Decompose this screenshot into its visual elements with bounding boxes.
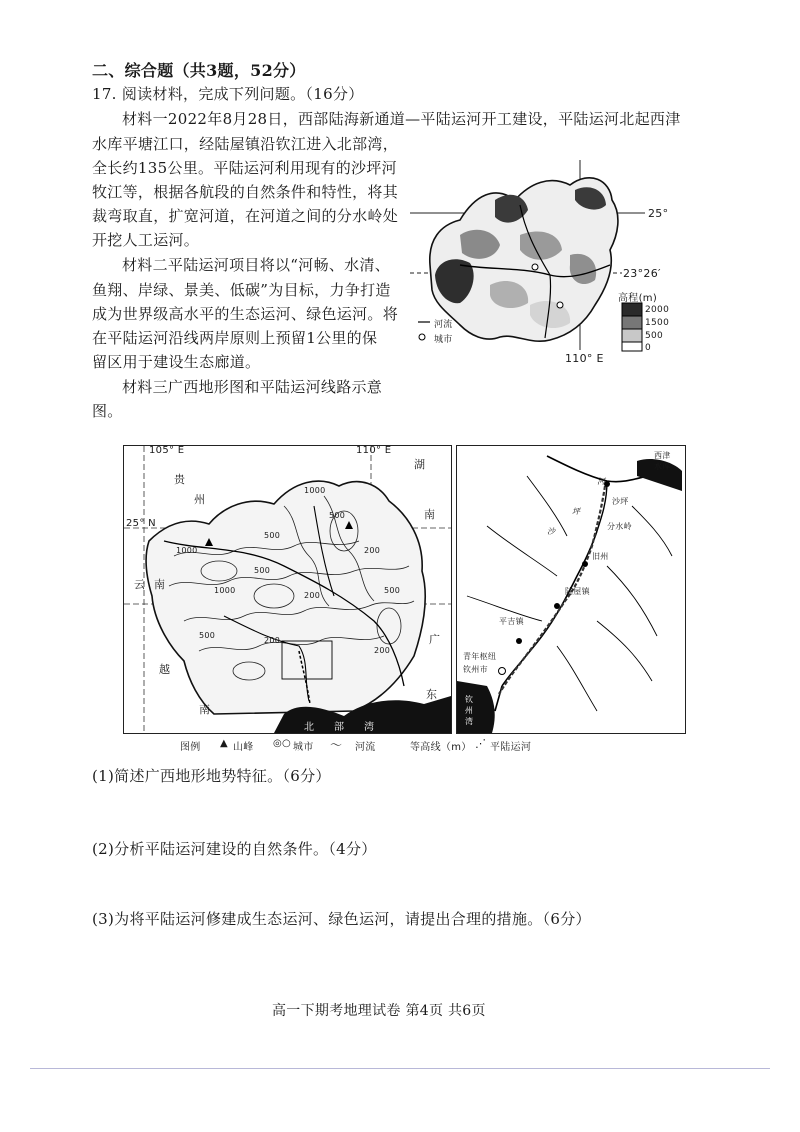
gulf-bu: 部 xyxy=(334,722,345,733)
lon-105-label: 105° E xyxy=(149,445,185,456)
lon-110-label: 110° E xyxy=(356,445,392,456)
region-zhou: 州 xyxy=(194,493,206,506)
contour-label: 500 xyxy=(264,531,281,540)
small-lon-110: 110° E xyxy=(565,352,604,365)
label-shaping-town: 沙坪 xyxy=(612,497,629,506)
city-qinzhou xyxy=(499,668,506,675)
section-heading: 二、综合题（共3题，52分） xyxy=(92,61,306,80)
legend-box-500 xyxy=(622,329,642,342)
contour-label: 500 xyxy=(384,586,401,595)
city-luwu xyxy=(554,603,560,609)
region-nan2: 南 xyxy=(154,578,166,591)
sub-question-1: (1)简述广西地形地势特征。（6分） xyxy=(92,767,331,785)
label-qinzhou-city: 钦州市 xyxy=(463,665,488,674)
legend-peak: 山峰 xyxy=(233,742,254,753)
label-river-sha: 沙 xyxy=(547,527,556,536)
pinglu-canal-route-map xyxy=(456,445,686,734)
city-jiuzhou xyxy=(582,561,588,567)
contour-label: 1000 xyxy=(304,486,326,495)
scan-edge-line xyxy=(30,1068,770,1069)
material1-line-2: 水库平塘江口，经陆屋镇沿钦江进入北部湾， xyxy=(92,135,399,153)
elev-legend-title: 高程(m) xyxy=(618,293,658,304)
material2-line-2: 鱼翔、岸绿、景美、低碳”为目标，力争打造 xyxy=(92,281,391,299)
label-bay-wan: 湾 xyxy=(465,717,474,726)
legend-river-label: 河流 xyxy=(434,320,453,330)
guangxi-topo-svg xyxy=(124,446,451,733)
material1-line-3: 全长约135公里。平陆运河利用现有的沙坪河 xyxy=(92,159,397,177)
contour-label: 500 xyxy=(329,511,346,520)
question-title: 17. 阅读材料，完成下列问题。（16分） xyxy=(92,85,364,103)
label-luwu: 陆屋镇 xyxy=(565,587,590,596)
river-qinjiang xyxy=(502,531,597,686)
elev-500: 500 xyxy=(645,331,664,341)
tributary xyxy=(632,506,672,556)
legend-canal-icon: ⋰ xyxy=(475,737,487,750)
region-guang: 广 xyxy=(429,633,441,646)
legend-city-dot xyxy=(419,334,425,340)
tributary xyxy=(557,646,597,711)
material1-line-6: 开挖人工运河。 xyxy=(92,231,200,249)
region-nan3: 南 xyxy=(199,703,211,716)
material3-line-2: 图。 xyxy=(92,402,123,420)
elev-1500: 1500 xyxy=(645,318,670,328)
contour-label: 200 xyxy=(364,546,381,555)
material1-line-4: 牧江等，根据各航段的自然条件和特性，将其 xyxy=(92,183,399,201)
contour-label: 500 xyxy=(254,566,271,575)
tributary xyxy=(607,566,657,636)
lat-25-label: 25° N xyxy=(126,518,156,529)
guangxi-topo-map xyxy=(123,445,452,734)
material2-line-3: 成为世界级高水平的生态运河、绿色运河。将 xyxy=(92,305,399,323)
legend-river-icon: 〜 xyxy=(330,738,343,752)
label-watershed: 分水岭 xyxy=(607,522,632,531)
region-dong: 东 xyxy=(426,688,438,701)
legend-city-label: 城市 xyxy=(434,335,453,345)
label-xijin: 西津 xyxy=(654,451,671,460)
map-legend xyxy=(125,736,685,752)
label-bay-qin: 钦 xyxy=(465,695,474,704)
label-river-ping: 坪 xyxy=(572,507,581,516)
city-marker xyxy=(532,264,538,270)
contour-label: 200 xyxy=(304,591,321,600)
contour-label: 200 xyxy=(264,636,281,645)
material1-line-5: 裁弯取直，扩宽河道，在河道之间的分水岭处 xyxy=(92,207,399,225)
label-river-he: 河 xyxy=(597,477,606,486)
region-gui: 贵 xyxy=(174,473,186,486)
region-hu: 湖 xyxy=(414,458,426,471)
legend-box-0 xyxy=(622,342,642,351)
sub-question-3: (3)为将平陆运河修建成生态运河、绿色运河，请提出合理的措施。（6分） xyxy=(92,910,591,928)
material2-line-5: 留区用于建设生态廊道。 xyxy=(92,353,261,371)
material2-line-4: 在平陆运河沿线两岸原则上预留1公里的保 xyxy=(92,329,378,347)
label-bay-zhou: 州 xyxy=(465,706,474,715)
region-yue: 越 xyxy=(159,663,171,676)
contour-label: 1000 xyxy=(176,546,198,555)
elev-2000: 2000 xyxy=(645,305,670,315)
river-mouth xyxy=(495,686,502,711)
city-pingji xyxy=(516,638,522,644)
label-reservoir: 水库 xyxy=(654,462,671,471)
material3-line-1: 材料三广西地形图和平陆运河线路示意 xyxy=(122,378,383,396)
label-jiuzhou: 旧州 xyxy=(592,552,609,561)
gulf-wan: 湾 xyxy=(364,722,375,733)
label-pingji: 平吉镇 xyxy=(499,617,524,626)
small-lat-2326: 23°26′ xyxy=(623,267,661,280)
tributary xyxy=(597,621,652,681)
legend-box-1500 xyxy=(622,316,642,329)
legend-box-2000 xyxy=(622,303,642,316)
page-footer: 高一下期考地理试卷 第4页 共6页 xyxy=(272,1003,486,1019)
small-lat-25: 25° xyxy=(648,207,669,220)
small-terrain-map xyxy=(400,155,680,370)
legend-city: 城市 xyxy=(293,742,314,753)
legend-city-icon: ◎○ xyxy=(273,738,292,749)
region-yun: 云 xyxy=(134,578,146,591)
qinzhou-bay xyxy=(457,681,495,733)
sub-question-2: (2)分析平陆运河建设的自然条件。（4分） xyxy=(92,840,377,858)
contour-label: 200 xyxy=(374,646,391,655)
contour-label: 1000 xyxy=(214,586,236,595)
material1-line-1: 材料一2022年8月28日，西部陆海新通道—平陆运河开工建设，平陆运河北起西津 xyxy=(122,110,681,128)
legend-title: 图例 xyxy=(180,742,201,753)
legend-river: 河流 xyxy=(355,742,376,753)
legend-peak-icon: ▲ xyxy=(220,738,228,749)
legend-canal: 平陆运河 xyxy=(490,742,532,753)
gulf-bei: 北 xyxy=(304,722,315,733)
contour-label: 500 xyxy=(199,631,216,640)
legend-contour: 等高线（m） xyxy=(410,742,472,753)
material2-line-1: 材料二平陆运河项目将以“河畅、水清、 xyxy=(122,256,391,274)
region-nan1: 南 xyxy=(424,508,436,521)
city-marker xyxy=(557,302,563,308)
elev-0: 0 xyxy=(645,343,652,353)
label-qingnian: 青年枢纽 xyxy=(463,652,497,661)
